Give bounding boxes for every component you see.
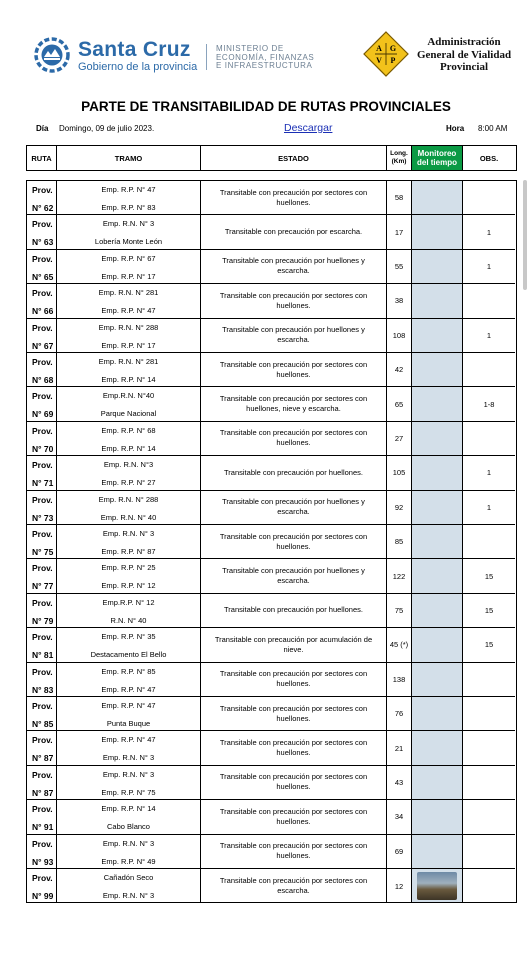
ruta-prefix: Prov. — [32, 632, 53, 643]
monitor-cell — [412, 628, 463, 661]
ruta-number: N° 63 — [32, 237, 54, 248]
ruta-prefix: Prov. — [32, 460, 53, 471]
ruta-prefix: Prov. — [32, 701, 53, 711]
header-tramo: TRAMO — [57, 146, 201, 170]
tramo-to: Emp. R.P. N° 27 — [101, 478, 156, 488]
long-cell: 42 — [387, 353, 412, 386]
ruta-number: N° 75 — [32, 547, 54, 557]
tramo-to: Emp. R.P. N° 17 — [101, 340, 156, 350]
table-row — [27, 594, 515, 628]
tramo-cell — [57, 697, 201, 730]
tramo-from: Emp. R.N. N° 281 — [98, 357, 159, 366]
scrollbar[interactable] — [523, 180, 527, 290]
tramo-from: Cañadón Seco — [103, 873, 154, 882]
tramo-cell — [57, 835, 201, 868]
ruta-number: N° 85 — [32, 719, 54, 729]
estado-cell: Transitable con precaución por sectores con huellones. — [201, 525, 387, 558]
ruta-cell — [27, 491, 57, 524]
ruta-number: N° 68 — [32, 375, 54, 385]
tramo-to: Lobería Monte León — [94, 237, 163, 247]
ruta-cell — [27, 628, 57, 661]
table-row — [27, 353, 515, 387]
ruta-number: N° 87 — [32, 787, 54, 798]
ruta-prefix: Prov. — [32, 494, 53, 505]
tramo-to: Emp. R.P. N° 12 — [101, 581, 156, 591]
ruta-prefix: Prov. — [32, 597, 53, 608]
obs-cell: 1-8 — [483, 399, 495, 409]
table-header — [26, 145, 517, 171]
ruta-cell — [27, 594, 57, 627]
obs-cell: 15 — [484, 605, 494, 615]
estado-cell: Transitable con precaución por huellones y escarcha. — [201, 559, 387, 592]
ruta-prefix: Prov. — [32, 873, 53, 883]
tramo-from: Emp. R.P. N° 25 — [101, 563, 156, 573]
ruta-cell — [27, 250, 57, 283]
long-cell: 76 — [387, 697, 412, 730]
tramo-cell — [57, 422, 201, 455]
day-value: Domingo, 09 de julio 2023. — [59, 124, 155, 133]
ruta-number: N° 62 — [32, 203, 54, 213]
tramo-cell — [57, 869, 201, 903]
hour-value: 8:00 AM — [478, 124, 508, 133]
monitor-cell — [412, 215, 463, 248]
tramo-cell — [57, 594, 201, 627]
tramo-cell — [57, 250, 201, 283]
tramo-cell — [57, 491, 201, 524]
estado-cell: Transitable con precaución por sectores con huellones. — [201, 835, 387, 868]
ruta-cell — [27, 525, 57, 558]
header-estado: ESTADO — [201, 146, 387, 170]
table-row — [27, 250, 515, 284]
tramo-cell — [57, 628, 201, 661]
ruta-prefix: Prov. — [32, 666, 53, 677]
table-row — [27, 525, 515, 559]
monitor-cell — [412, 835, 463, 868]
table-row — [27, 181, 515, 215]
tramo-from: Emp.R.P. N° 12 — [102, 597, 155, 607]
monitor-cell — [412, 663, 463, 696]
avp-letter-v: V — [376, 56, 382, 65]
long-cell: 69 — [387, 835, 412, 868]
ruta-cell — [27, 663, 57, 696]
ruta-prefix: Prov. — [32, 735, 53, 746]
tramo-from: Emp. R.N. N°3 — [103, 460, 154, 470]
table-row — [27, 869, 515, 903]
monitor-cell — [412, 250, 463, 283]
ruta-cell — [27, 353, 57, 386]
obs-cell: 1 — [486, 330, 492, 340]
ruta-prefix: Prov. — [32, 357, 53, 367]
tramo-cell — [57, 215, 201, 248]
tramo-cell — [57, 559, 201, 592]
ruta-prefix: Prov. — [32, 563, 53, 574]
tramo-from: Emp. R.P. N° 85 — [101, 666, 156, 676]
long-cell: 75 — [387, 594, 412, 627]
header-long: Long. (Km) — [387, 146, 412, 170]
long-cell: 34 — [387, 800, 412, 833]
ruta-number: N° 87 — [32, 753, 54, 764]
ruta-number: N° 66 — [32, 306, 54, 317]
tramo-to: Emp. R.P. N° 87 — [101, 547, 156, 556]
avp-letter-a: A — [376, 44, 382, 53]
tramo-to: R.N. N° 40 — [110, 615, 147, 625]
estado-cell: Transitable con precaución por huellones. — [201, 456, 387, 489]
tramo-cell — [57, 387, 201, 420]
table-row — [27, 766, 515, 800]
routes-table — [26, 180, 517, 903]
estado-cell: Transitable con precaución por sectores con huellones. — [201, 697, 387, 730]
obs-cell — [463, 525, 515, 558]
monitor-cell — [412, 594, 463, 627]
tramo-to: Emp. R.N. N° 3 — [102, 753, 155, 763]
tramo-to: Cabo Blanco — [107, 822, 150, 832]
ruta-prefix: Prov. — [32, 769, 53, 780]
brand-subtitle: Gobierno de la provincia — [78, 61, 198, 73]
ruta-prefix: Prov. — [32, 288, 53, 299]
ministry-name — [216, 45, 314, 71]
tramo-cell — [57, 525, 201, 558]
ruta-number: N° 81 — [32, 650, 54, 661]
obs-cell — [463, 663, 515, 696]
table-row — [27, 628, 515, 662]
estado-cell: Transitable con precaución por huellones y escarcha. — [201, 250, 387, 283]
long-cell: 138 — [387, 663, 412, 696]
header-divider — [206, 44, 207, 70]
obs-cell — [463, 284, 515, 317]
long-cell: 55 — [387, 250, 412, 283]
ruta-prefix: Prov. — [32, 391, 53, 402]
long-cell: 105 — [387, 456, 412, 489]
long-cell: 21 — [387, 731, 412, 764]
table-row — [27, 284, 515, 318]
estado-cell: Transitable con precaución por sectores con huellones. — [201, 731, 387, 764]
obs-cell — [463, 422, 515, 455]
tramo-from: Emp. R.N. N° 3 — [102, 219, 155, 229]
table-row — [27, 731, 515, 765]
estado-cell: Transitable con precaución por sectores con escarcha. — [201, 869, 387, 903]
estado-cell: Transitable con precaución por sectores con huellones. — [201, 422, 387, 455]
monitor-cell — [412, 319, 463, 352]
agency-line-1: Administración — [427, 36, 501, 48]
tramo-to: Destacamento El Bello — [90, 650, 167, 660]
obs-cell — [463, 835, 515, 868]
agency-name — [412, 36, 516, 74]
monitor-cell — [412, 422, 463, 455]
ruta-cell — [27, 215, 57, 248]
ruta-number: N° 77 — [32, 581, 54, 592]
obs-cell: 1 — [486, 227, 492, 237]
obs-cell — [463, 766, 515, 799]
long-cell: 17 — [387, 215, 412, 248]
estado-cell: Transitable con precaución por acumulación de nieve. — [201, 628, 387, 661]
estado-cell: Transitable con precaución por sectores con huellones. — [201, 800, 387, 833]
ruta-prefix: Prov. — [32, 804, 53, 815]
obs-cell: 1 — [486, 261, 492, 271]
header-monitoreo: Monitoreo del tiempo — [412, 146, 463, 170]
monitor-cell — [412, 766, 463, 799]
ruta-prefix: Prov. — [32, 529, 53, 539]
ruta-number: N° 65 — [32, 271, 54, 282]
tramo-to: Emp. R.N. N° 3 — [102, 891, 155, 900]
tramo-to: Emp. R.P. N° 75 — [101, 787, 156, 797]
ruta-prefix: Prov. — [32, 219, 53, 230]
tramo-cell — [57, 766, 201, 799]
obs-cell — [463, 353, 515, 386]
ruta-number: N° 70 — [32, 443, 54, 454]
ministry-line-3: E INFRAESTRUCTURA — [216, 61, 313, 70]
vialidad-diamond-logo-icon — [362, 30, 410, 78]
long-cell: 122 — [387, 559, 412, 592]
ruta-cell — [27, 869, 57, 903]
table-row — [27, 215, 515, 249]
ruta-cell — [27, 422, 57, 455]
agency-line-2: General de Vialidad — [416, 48, 512, 61]
tramo-cell — [57, 800, 201, 833]
tramo-to: Emp. R.P. N° 47 — [101, 684, 156, 694]
ruta-cell — [27, 766, 57, 799]
monitor-cell — [412, 800, 463, 833]
page-title: PARTE DE TRANSITABILIDAD DE RUTAS PROVINCIALES — [81, 99, 451, 114]
tramo-from: Emp. R.N. N° 288 — [98, 494, 159, 504]
tramo-cell — [57, 181, 201, 214]
tramo-from: Emp.R.N. N°40 — [102, 391, 155, 401]
ruta-prefix: Prov. — [32, 425, 53, 436]
table-row — [27, 663, 515, 697]
table-row — [27, 800, 515, 834]
monitor-cell — [412, 387, 463, 420]
estado-cell: Transitable con precaución por huellones. — [201, 594, 387, 627]
tramo-from: Emp. R.N. N° 3 — [102, 769, 155, 779]
document-header — [0, 0, 532, 92]
ruta-prefix: Prov. — [32, 838, 53, 849]
long-cell: 12 — [387, 869, 412, 903]
obs-cell — [463, 181, 515, 214]
obs-cell: 1 — [486, 502, 492, 512]
download-link[interactable]: Descargar — [284, 122, 333, 134]
tramo-from: Emp. R.N. N° 281 — [98, 288, 159, 298]
ruta-cell — [27, 835, 57, 868]
monitor-cell — [412, 697, 463, 730]
tramo-cell — [57, 731, 201, 764]
obs-cell — [463, 731, 515, 764]
estado-cell: Transitable con precaución por sectores con huellones. — [201, 181, 387, 214]
ruta-number: N° 69 — [32, 409, 54, 420]
ruta-cell — [27, 559, 57, 592]
obs-cell: 15 — [484, 571, 494, 581]
header-ruta: RUTA — [27, 146, 57, 170]
obs-cell — [463, 697, 515, 730]
avp-letter-g: G — [389, 44, 397, 53]
table-row — [27, 387, 515, 421]
estado-cell: Transitable con precaución por sectores con huellones. — [201, 766, 387, 799]
ruta-prefix: Prov. — [32, 185, 53, 195]
day-label: Día — [36, 124, 49, 133]
tramo-cell — [57, 319, 201, 352]
tramo-cell — [57, 663, 201, 696]
ruta-cell — [27, 319, 57, 352]
monitor-cell — [412, 525, 463, 558]
ruta-cell — [27, 697, 57, 730]
brand-name: Santa Cruz — [78, 38, 191, 61]
tramo-from: Emp. R.P. N° 14 — [101, 804, 156, 814]
avp-letter-p: P — [390, 56, 396, 65]
obs-cell — [463, 800, 515, 833]
tramo-from: Emp. R.P. N° 47 — [101, 735, 156, 745]
tramo-from: Emp. R.P. N° 67 — [101, 253, 156, 263]
estado-cell: Transitable con precaución por sectores con huellones, nieve y escarcha. — [201, 387, 387, 420]
hour-label: Hora — [446, 124, 465, 133]
tramo-from: Emp. R.P. N° 47 — [101, 701, 156, 710]
monitor-cell — [412, 731, 463, 764]
obs-cell — [463, 869, 515, 903]
estado-cell: Transitable con precaución por sectores con huellones. — [201, 663, 387, 696]
ministry-line-1: MINISTERIO DE — [216, 44, 284, 53]
weather-camera-thumbnail[interactable] — [417, 872, 457, 900]
long-cell: 65 — [387, 387, 412, 420]
ruta-prefix: Prov. — [32, 322, 53, 333]
table-row — [27, 697, 515, 731]
table-row — [27, 491, 515, 525]
tramo-cell — [57, 456, 201, 489]
estado-cell: Transitable con precaución por escarcha. — [201, 215, 387, 248]
monitor-cell — [412, 559, 463, 592]
ruta-cell — [27, 181, 57, 214]
ruta-cell — [27, 284, 57, 317]
long-cell: 45 (*) — [387, 628, 412, 661]
ruta-cell — [27, 387, 57, 420]
long-cell: 27 — [387, 422, 412, 455]
tramo-from: Emp. R.N. N° 3 — [102, 838, 155, 848]
tramo-from: Emp. R.P. N° 35 — [101, 632, 156, 642]
tramo-to: Emp. R.P. N° 14 — [101, 443, 156, 453]
tramo-to: Emp. R.N. N° 40 — [100, 512, 157, 522]
table-row — [27, 319, 515, 353]
monitor-cell — [412, 353, 463, 386]
tramo-to: Punta Buque — [106, 719, 151, 728]
monitor-cell — [412, 456, 463, 489]
header-obs: OBS. — [479, 153, 499, 163]
tramo-cell — [57, 353, 201, 386]
tramo-from: Emp. R.N. N° 288 — [98, 322, 159, 332]
ruta-cell — [27, 731, 57, 764]
tramo-to: Emp. R.P. N° 47 — [101, 306, 156, 316]
long-cell: 108 — [387, 319, 412, 352]
tramo-from: Emp. R.P. N° 68 — [101, 425, 156, 435]
ruta-number: N° 79 — [32, 615, 54, 626]
agency-line-3: Provincial — [439, 61, 489, 73]
tramo-to: Emp. R.P. N° 49 — [101, 856, 156, 866]
obs-cell: 15 — [484, 640, 494, 650]
ruta-number: N° 67 — [32, 340, 54, 351]
tramo-to: Emp. R.P. N° 83 — [101, 203, 156, 212]
long-cell: 58 — [387, 181, 412, 214]
ruta-number: N° 91 — [32, 822, 54, 833]
santa-cruz-shield-icon — [34, 37, 70, 73]
tramo-from: Emp. R.P. N° 47 — [101, 185, 156, 194]
tramo-cell — [57, 284, 201, 317]
ruta-number: N° 71 — [32, 478, 54, 489]
ruta-number: N° 83 — [32, 684, 54, 695]
table-row — [27, 422, 515, 456]
tramo-from: Emp. R.N. N° 3 — [102, 529, 155, 538]
ruta-cell — [27, 800, 57, 833]
ruta-prefix: Prov. — [32, 253, 53, 264]
estado-cell: Transitable con precaución por sectores con huellones. — [201, 353, 387, 386]
long-cell: 92 — [387, 491, 412, 524]
tramo-to: Emp. R.P. N° 17 — [101, 271, 156, 281]
ruta-number: N° 93 — [32, 856, 54, 867]
estado-cell: Transitable con precaución por huellones y escarcha. — [201, 319, 387, 352]
long-cell: 85 — [387, 525, 412, 558]
tramo-to: Parque Nacional — [100, 409, 157, 419]
monitor-cell — [412, 181, 463, 214]
estado-cell: Transitable con precaución por sectores con huellones. — [201, 284, 387, 317]
estado-cell: Transitable con precaución por huellones y escarcha. — [201, 491, 387, 524]
obs-cell: 1 — [486, 468, 492, 478]
table-row — [27, 456, 515, 490]
table-row — [27, 835, 515, 869]
ruta-cell — [27, 456, 57, 489]
monitor-cell — [412, 284, 463, 317]
long-cell: 43 — [387, 766, 412, 799]
monitor-cell — [412, 491, 463, 524]
tramo-to: Emp. R.P. N° 14 — [101, 375, 156, 384]
ruta-number: N° 99 — [32, 891, 54, 901]
ruta-number: N° 73 — [32, 512, 54, 523]
long-cell: 38 — [387, 284, 412, 317]
table-row — [27, 559, 515, 593]
ministry-line-2: ECONOMÍA, FINANZAS — [216, 52, 315, 62]
